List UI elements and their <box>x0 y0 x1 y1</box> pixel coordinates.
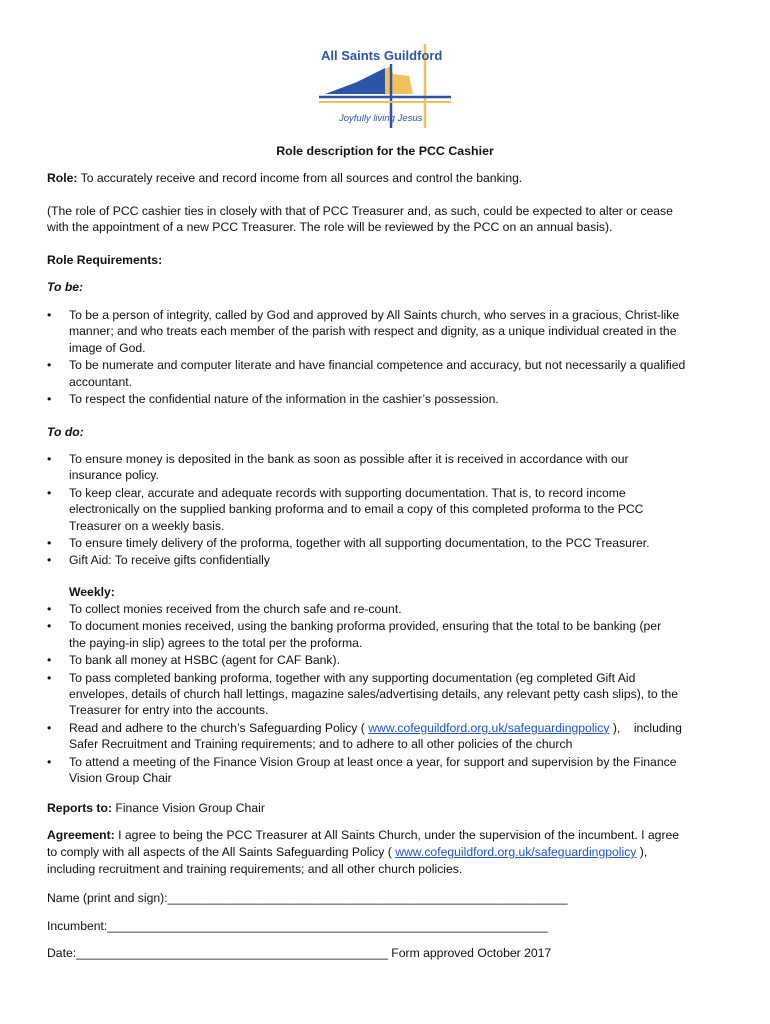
reports-to-label: Reports to: <box>47 801 112 815</box>
to-do-list <box>47 451 727 569</box>
list-item-line: Treasurer on a weekly basis. <box>69 518 225 533</box>
safeguarding-policy-link[interactable]: www.cofeguildford.org.uk/safeguardingpolicy <box>368 720 610 735</box>
list-item <box>47 670 727 719</box>
list-item <box>47 451 727 484</box>
list-item-line: • To ensure timely delivery of the proforma, together with all supporting documentation, to the PCC Treasurer. <box>69 536 650 551</box>
list-item <box>47 754 727 787</box>
logo-blue-shape <box>325 68 385 94</box>
reports-to-text: Finance Vision Group Chair <box>112 801 265 815</box>
reports-to-line <box>47 800 727 816</box>
agreement-text: to comply with all aspects of the All Saints Safeguarding Policy ( <box>47 845 396 859</box>
logo-tagline: Joyfully living Jesus <box>339 113 423 124</box>
list-item-line: • To bank all money at HSBC (agent for CAF Bank). <box>69 653 340 668</box>
to-be-list <box>47 307 727 407</box>
list-item-line: the paying-in slip) agrees to the total per the proforma. <box>69 635 363 650</box>
list-item-line: • To ensure money is deposited in the bank as soon as possible after it is received in accordance with our <box>69 452 629 466</box>
list-item-line: Vision Group Chair <box>69 771 172 786</box>
list-item-line: • To respect the confidential nature of the information in the cashier’s possession. <box>69 392 499 407</box>
list-item-line: • To pass completed banking proforma, together with any supporting documentation (eg completed Gift Aid <box>69 670 636 685</box>
list-item <box>47 485 727 534</box>
agreement-text: ), <box>636 845 648 859</box>
list-item-line: insurance policy. <box>69 468 159 483</box>
to-be-heading: To be: <box>47 280 84 294</box>
date-field[interactable]: Date:______________________________________________ Form approved October 2017 <box>47 946 552 960</box>
note-line: (The role of PCC cashier ties in closely with that of PCC Treasurer and, as such, could be expected to alter or cease <box>47 204 673 218</box>
agreement-paragraph <box>47 827 727 878</box>
to-do-heading: To do: <box>47 425 84 439</box>
list-item-line: manner; and who treats each member of the parish with respect and dignity, as a unique individual created in the <box>69 324 677 339</box>
list-item <box>47 601 727 617</box>
list-item-line: • To collect monies received from the church safe and re-count. <box>69 602 402 616</box>
list-item-line: • To document monies received, using the banking proforma provided, ensuring that the total to be banking (per <box>69 619 662 634</box>
agreement-text: I agree to being the PCC Treasurer at All Saints Church, under the supervision of the incumbent. I agree <box>114 828 680 842</box>
list-item <box>47 357 727 390</box>
list-item-line: envelopes, details of church hall lettings, magazine sales/advertising details, any relevant petty cash slips), to the <box>69 687 679 702</box>
agreement-label: Agreement: <box>47 828 115 842</box>
safeguarding-text: ), including <box>609 720 682 735</box>
role-line <box>47 170 727 186</box>
list-item <box>47 618 727 651</box>
list-item-line: • To be numerate and computer literate and have financial competence and accuracy, but not necessarily a qualified <box>69 358 686 373</box>
list-item-line: • To keep clear, accurate and adequate records with supporting documentation. That is, to record income <box>69 485 626 500</box>
list-item <box>47 307 727 356</box>
agreement-safeguarding-link[interactable]: www.cofeguildford.org.uk/safeguardingpolicy <box>395 845 637 859</box>
list-item-safeguarding <box>47 720 727 753</box>
list-item-line: electronically on the supplied banking proforma and to email a copy of this completed proforma to the PCC <box>69 502 644 517</box>
list-item-line: • Gift Aid: To receive gifts confidentially <box>69 553 270 568</box>
list-item <box>47 652 727 668</box>
list-item-line: image of God. <box>69 340 146 355</box>
list-item-line: • To be a person of integrity, called by God and approved by All Saints church, who serves in a gracious, Christ-like <box>69 308 680 322</box>
requirements-heading: Role Requirements: <box>47 253 163 267</box>
safeguarding-text: Read and adhere to the church’s Safeguarding Policy ( <box>69 720 369 735</box>
weekly-heading: Weekly: <box>69 585 115 599</box>
list-item-line: • To attend a meeting of the Finance Vision Group at least once a year, for support and supervision by the Finance <box>69 754 677 769</box>
role-text: To accurately receive and record income from all sources and control the banking. <box>77 171 523 185</box>
list-item <box>47 391 727 407</box>
list-item <box>47 552 727 568</box>
name-signature-field[interactable]: Name (print and sign):___________________________________________________________ <box>47 891 568 905</box>
role-label: Role: <box>47 171 78 185</box>
agreement-text: including recruitment and training requirements; and all other church policies. <box>47 862 463 876</box>
church-logo <box>313 44 453 128</box>
list-item-line: Treasurer for entry into the accounts. <box>69 703 269 718</box>
list-item-line: Safer Recruitment and Training requirements; and to adhere to all other policies of the church <box>69 737 573 752</box>
page-title: Role description for the PCC Cashier <box>276 144 494 158</box>
logo-title: All Saints Guildford <box>321 48 443 63</box>
role-note <box>47 203 727 236</box>
weekly-list <box>47 601 727 786</box>
list-item-line <box>69 720 727 736</box>
list-item <box>47 535 727 551</box>
incumbent-signature-field[interactable]: Incumbent:_________________________________________________________________ <box>47 919 548 933</box>
logo-gold-shape <box>383 66 413 94</box>
list-item-line: accountant. <box>69 374 133 389</box>
note-line: with the appointment of a new PCC Treasurer. The role will be reviewed by the PCC on an annual basis). <box>47 220 613 235</box>
